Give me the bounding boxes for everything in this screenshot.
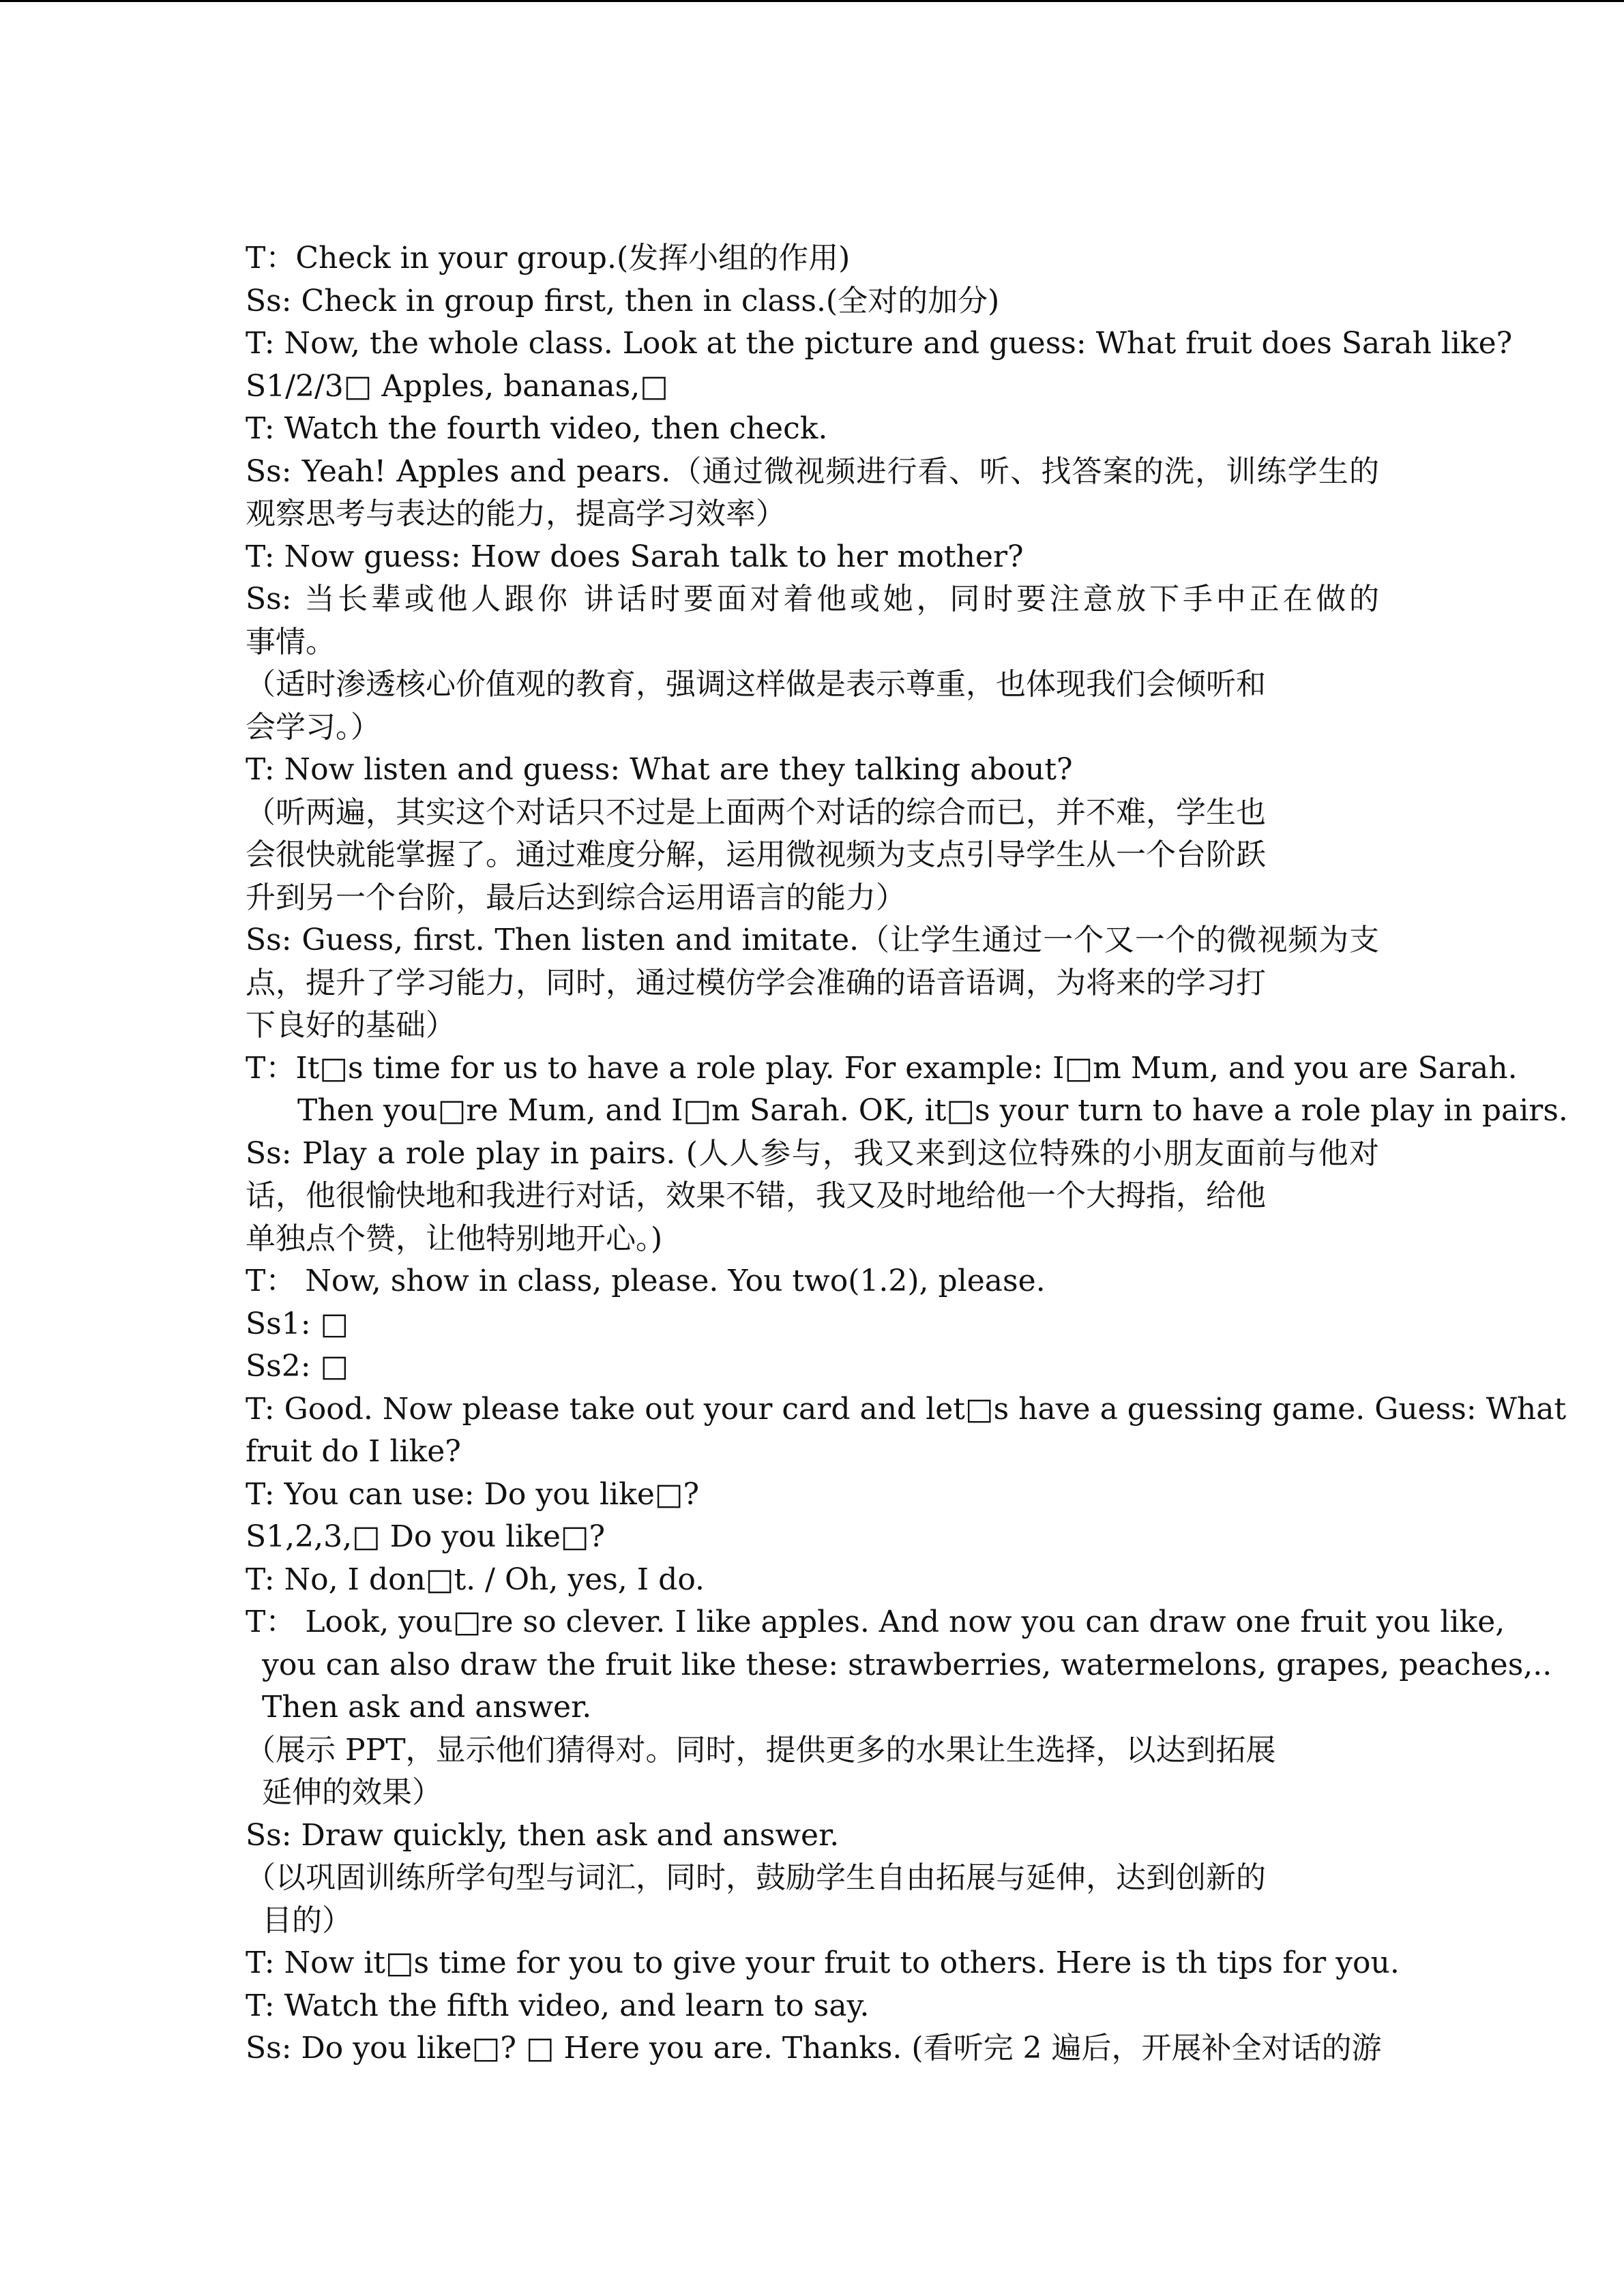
text-line: 点，提升了学习能力，同时，通过模仿学会准确的语音语调，为将来的学习打 — [246, 965, 1266, 1000]
text-line: 会学习。） — [246, 709, 381, 745]
text-line: 目的） — [262, 1903, 352, 1938]
text-line: Then ask and answer. — [262, 1690, 592, 1725]
text-line: 话，他很愉快地和我进行对话，效果不错，我又及时地给他一个大拇指，给他 — [246, 1178, 1266, 1213]
text-line: T: Now it□s time for you to give your fruit to others. Here is th tips for you. — [246, 1945, 1400, 1980]
text-line: T: Watch the fifth video, and learn to say. — [246, 1988, 870, 2023]
text-line: T： Look, you□re so clever. I like apples. And now you can draw one fruit you like, — [246, 1605, 1505, 1639]
lesson-plan-text — [246, 237, 1568, 2070]
text-line: 单独点个赞，让他特别地开心。) — [246, 1221, 663, 1256]
text-line: S1/2/3□ Apples, bananas,□ — [246, 368, 668, 404]
text-line: Ss: 当长辈或他人跟你 讲话时要面对着他或她，同时要注意放下手中正在做的 — [246, 582, 1379, 616]
text-line: you can also draw the fruit like these: strawberries, watermelons, grapes, peaches,.. — [262, 1647, 1552, 1682]
text-line: S1,2,3,□ Do you like□? — [246, 1519, 606, 1554]
text-line: T：Check in your group.(发挥小组的作用) — [246, 241, 851, 275]
text-line: Ss: Check in group first, then in class.(全对的加分) — [246, 283, 1000, 318]
text-line: T: Watch the fourth video, then check. — [246, 411, 828, 446]
text-line: Ss: Play a role play in pairs. (人人参与，我又来到这位特殊的小朋友面前与他对 — [246, 1135, 1379, 1171]
text-line: T: Good. Now please take out your card and let□s have a guessing game. Guess: What — [246, 1391, 1567, 1427]
text-line: Ss2: □ — [246, 1349, 349, 1384]
text-line: 延伸的效果） — [262, 1775, 442, 1810]
text-line: Ss: Draw quickly, then ask and answer. — [246, 1817, 840, 1853]
text-line: 事情。 — [246, 624, 336, 659]
text-line: 下良好的基础） — [246, 1008, 456, 1043]
text-line: Then you□re Mum, and I□m Sarah. OK, it□s your turn to have a role play in pairs. — [297, 1093, 1568, 1128]
text-line: Ss: Yeah! Apples and pears.（通过微视频进行看、听、找答案的洗，训练学生的 — [246, 453, 1379, 489]
text-line: T: Now guess: How does Sarah talk to her mother? — [246, 539, 1024, 574]
text-line: （适时渗透核心价值观的教育，强调这样做是表示尊重，也体现我们会倾听和 — [246, 667, 1266, 702]
text-line: （以巩固训练所学句型与词汇，同时，鼓励学生自由拓展与延伸，达到创新的 — [246, 1860, 1266, 1895]
text-line: T: No, I don□t. / Oh, yes, I do. — [246, 1562, 705, 1597]
text-line: T： Now, show in class, please. You two(1.2), please. — [246, 1264, 1046, 1298]
text-line: T：It□s time for us to have a role play. For example: I□m Mum, and you are Sarah. — [246, 1050, 1518, 1086]
text-line: （展示 PPT，显示他们猜得对。同时，提供更多的水果让生选择，以达到拓展 — [246, 1732, 1276, 1768]
text-line: Ss: Guess, first. Then listen and imitate.（让学生通过一个又一个的微视频为支 — [246, 923, 1379, 957]
text-line: Ss1: □ — [246, 1306, 349, 1341]
text-line: T: Now, the whole class. Look at the picture and guess: What fruit does Sarah like? — [246, 326, 1513, 361]
text-line: Ss: Do you like□? □ Here you are. Thanks. (看听完 2 遍后，开展补全对话的游 — [246, 2031, 1382, 2066]
text-line: T: Now listen and guess: What are they talking about? — [246, 752, 1073, 787]
page-top-border — [0, 0, 1624, 2]
text-line: 会很快就能掌握了。通过难度分解，运用微视频为支点引导学生从一个台阶跃 — [246, 837, 1266, 872]
text-line: T: You can use: Do you like□? — [246, 1476, 700, 1512]
text-line: 观察思考与表达的能力，提高学习效率） — [246, 496, 786, 531]
text-line: （听两遍，其实这个对话只不过是上面两个对话的综合而已，并不难，学生也 — [246, 794, 1266, 830]
text-line: fruit do I like? — [246, 1434, 461, 1469]
text-line: 升到另一个台阶，最后达到综合运用语言的能力） — [246, 880, 906, 915]
